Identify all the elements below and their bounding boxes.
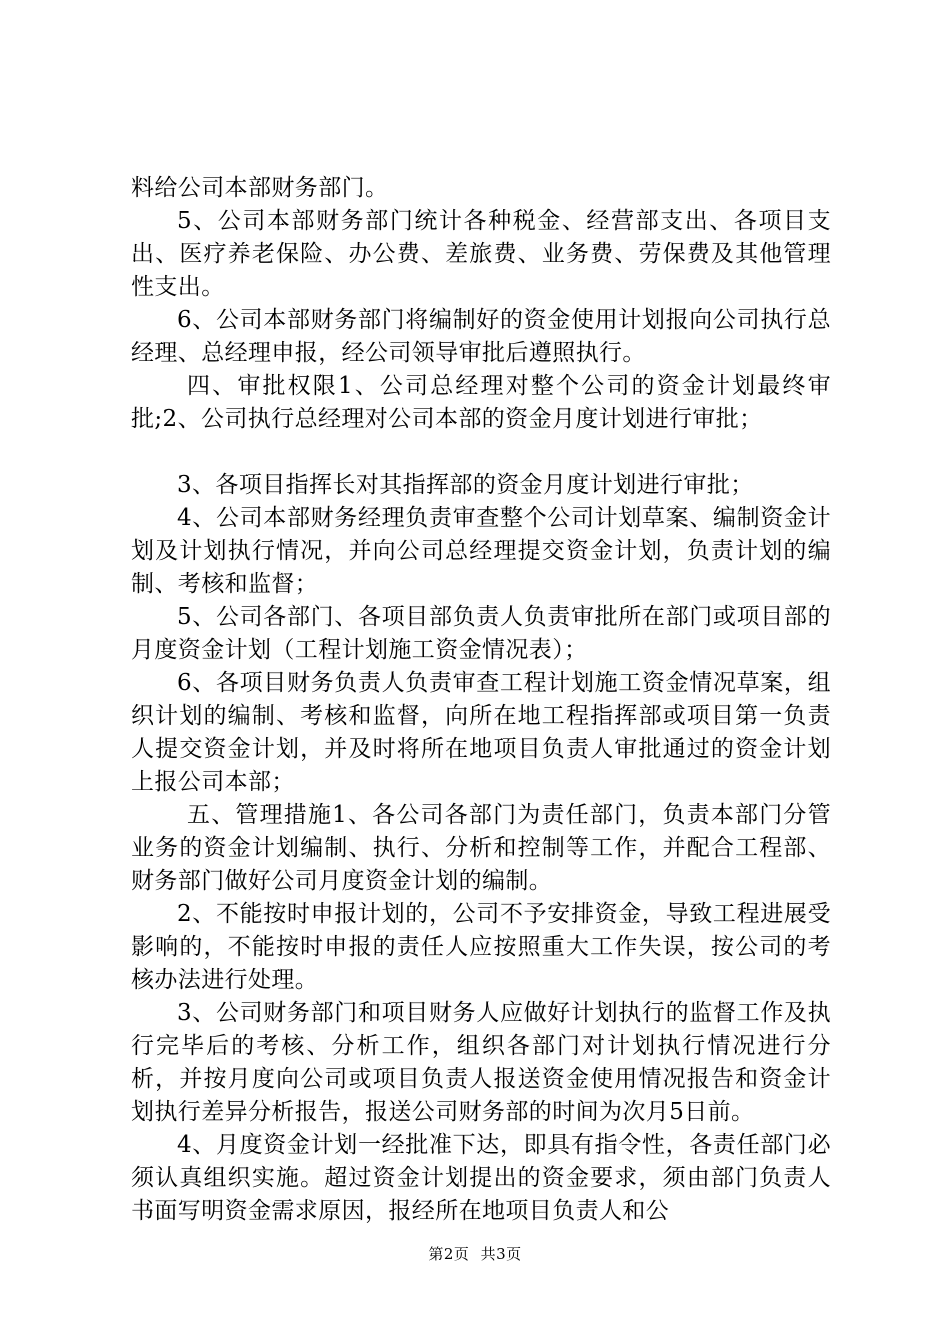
- paragraph-approval-6: 6、各项目财务负责人负责审查工程计划施工资金情况草案，组织计划的编制、考核和监督，向所在地工程指挥部或项目第一负责人提交资金计划，并及时将所在地项目负责人审批通过的资金计划上报公司本部；: [131, 670, 831, 795]
- paragraph-item-6: 6、公司本部财务部门将编制好的资金使用计划报向公司执行总经理、总经理申报，经公司领导审批后遵照执行。: [131, 307, 831, 366]
- paragraph-section-approval-authority: 四、审批权限1、公司总经理对整个公司的资金计划最终审批;2、公司执行总经理对公司本部的资金月度计划进行审批；: [131, 373, 831, 432]
- page-total: 共3页: [480, 1245, 522, 1263]
- paragraph-approval-5: 5、公司各部门、各项目部负责人负责审批所在部门或项目部的月度资金计划（工程计划施工资金情况表）；: [131, 604, 831, 663]
- page-number: 第2页: [428, 1245, 470, 1263]
- paragraph-measure-4: 4、月度资金计划一经批准下达，即具有指令性，各责任部门必须认真组织实施。超过资金计划提出的资金要求，须由部门负责人书面写明资金需求原因，报经所在地项目负责人和公: [131, 1132, 831, 1224]
- paragraph-section-management-measures: 五、管理措施1、各公司各部门为责任部门，负责本部门分管业务的资金计划编制、执行、分析和控制等工作，并配合工程部、财务部门做好公司月度资金计划的编制。: [131, 802, 831, 894]
- paragraph-measure-2: 2、不能按时申报计划的，公司不予安排资金，导致工程进展受影响的，不能按时申报的责任人应按照重大工作失误，按公司的考核办法进行处理。: [131, 901, 831, 993]
- paragraph-measure-3: 3、公司财务部门和项目财务人应做好计划执行的监督工作及执行完毕后的考核、分析工作，组织各部门对计划执行情况进行分析，并按月度向公司或项目负责人报送资金使用情况报告和资金计划执行差异分析报告，报送公司财务部的时间为次月5日前。: [131, 1000, 831, 1125]
- document-body: [131, 172, 831, 1228]
- page-footer: [0, 1243, 950, 1264]
- paragraph-continuation: 料给公司本部财务部门。: [131, 175, 389, 201]
- paragraph-approval-4: 4、公司本部财务经理负责审查整个公司计划草案、编制资金计划及计划执行情况，并向公司总经理提交资金计划，负责计划的编制、考核和监督；: [131, 505, 831, 597]
- paragraph-item-5: 5、公司本部财务部门统计各种税金、经营部支出、各项目支出、医疗养老保险、办公费、差旅费、业务费、劳保费及其他管理性支出。: [131, 208, 831, 300]
- paragraph-approval-3: 3、各项目指挥长对其指挥部的资金月度计划进行审批；: [177, 472, 754, 498]
